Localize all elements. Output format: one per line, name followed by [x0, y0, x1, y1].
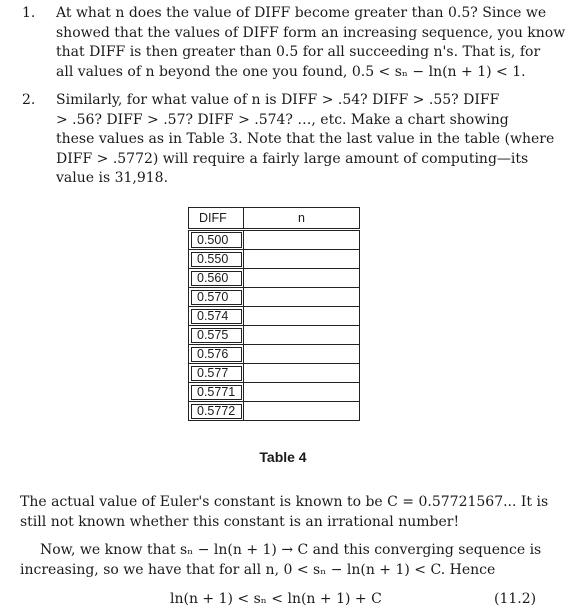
table-row	[189, 288, 360, 307]
paragraph-line: increasing, so we have that for all n, 0 < sₙ − ln(n + 1) < C. Hence	[20, 562, 496, 578]
table-row	[189, 269, 360, 288]
table-caption: Table 4	[259, 449, 307, 465]
question-1-line: At what n does the value of DIFF become greater than 0.5? Since we	[56, 5, 547, 21]
paragraph-line: still not known whether this constant is an irrational number!	[20, 514, 460, 530]
equation: ln(n + 1) < sₙ < ln(n + 1) + C	[170, 591, 382, 607]
n-cell	[244, 326, 360, 345]
n-cell	[244, 230, 360, 250]
table-row	[189, 364, 360, 383]
n-cell	[244, 269, 360, 288]
paragraph-converging	[20, 540, 550, 580]
question-1-line: all values of n beyond the one you found, 0.5 < sₙ − ln(n + 1) < 1.	[56, 63, 526, 80]
n-cell	[244, 402, 360, 421]
diff-value: 0.560	[189, 269, 244, 288]
table-row	[189, 307, 360, 326]
n-cell	[244, 364, 360, 383]
question-2-number: 2.	[22, 92, 36, 108]
diff-value: 0.550	[189, 250, 244, 269]
diff-value: 0.577	[189, 364, 244, 383]
n-cell	[244, 383, 360, 402]
question-1-line: that DIFF is then greater than 0.5 for all succeeding n's. That is, for	[56, 44, 541, 60]
table-row	[189, 345, 360, 364]
question-2-line: value is 31,918.	[56, 170, 169, 186]
n-cell	[244, 288, 360, 307]
table-row	[189, 326, 360, 345]
diff-value: 0.574	[189, 307, 244, 326]
diff-value: 0.500	[189, 230, 244, 250]
question-2-text	[56, 91, 556, 189]
question-2-line: > .56? DIFF > .57? DIFF > .574? …, etc. Make a chart showing	[56, 111, 509, 128]
diff-value: 0.5772	[189, 402, 244, 421]
table-row	[189, 402, 360, 421]
question-1-text	[56, 4, 566, 82]
diff-value: 0.576	[189, 345, 244, 364]
n-cell	[244, 250, 360, 269]
paragraph-euler-constant	[20, 492, 550, 532]
question-2-line: Similarly, for what value of n is DIFF > .54? DIFF > .55? DIFF	[56, 92, 500, 108]
table-header-n: n	[244, 208, 360, 230]
equation-number: (11.2)	[494, 591, 537, 607]
table-row	[189, 383, 360, 402]
table-row	[189, 230, 360, 250]
question-1-line: showed that the values of DIFF form an increasing sequence, you know	[56, 24, 566, 41]
diff-table	[188, 207, 360, 421]
paragraph-line: Now, we know that sₙ − ln(n + 1) → C and this converging sequence is	[40, 542, 542, 558]
question-1-number: 1.	[22, 5, 36, 21]
paragraph-line: The actual value of Euler's constant is known to be C = 0.57721567... It is	[20, 494, 549, 510]
diff-value: 0.570	[189, 288, 244, 307]
n-cell	[244, 307, 360, 326]
question-2-line: these values as in Table 3. Note that the last value in the table (where	[56, 131, 555, 147]
question-2-line: DIFF > .5772) will require a fairly large amount of computing—its	[56, 150, 529, 167]
diff-value: 0.5771	[189, 383, 244, 402]
n-cell	[244, 345, 360, 364]
table-header-diff: DIFF	[189, 208, 244, 230]
table-row	[189, 250, 360, 269]
diff-value: 0.575	[189, 326, 244, 345]
